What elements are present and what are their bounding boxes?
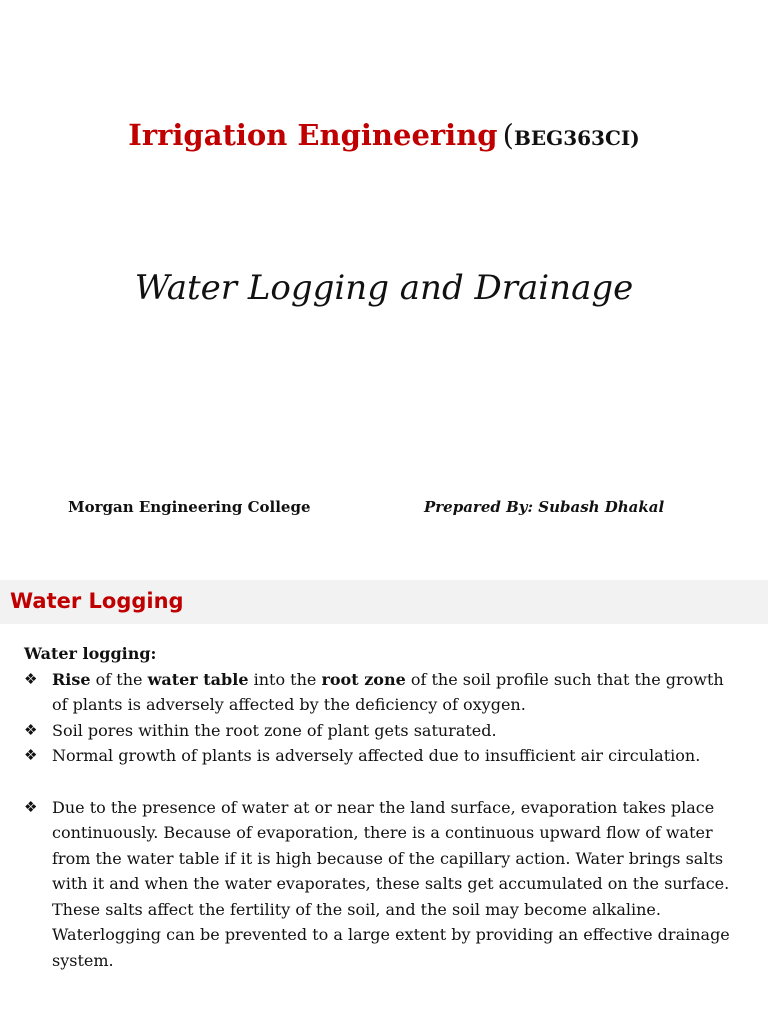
term-rise: Rise [52,669,91,689]
bullet-text: into the [248,669,322,689]
bullet-item [24,667,736,718]
content-heading: Water logging: [24,644,157,663]
bullet-text: Due to the presence of water at or near the land surface, evaporation takes place continuously. Because of evaporation, there is a continuous upward flow of water from the water table if it is high because of the capillary action. Water brings salts with it and when the water evaporates, these salts get accumulated on the surface. These salts affect the fertility of the soil, and the soil may become alkaline. Waterlogging can be prevented to a large extent by providing an effective drainage system. [52,797,730,970]
bullet-text: of the soil profile such that the growth of plants is adversely affected by the deficiency of oxygen. [52,669,724,714]
bullet-item [24,718,736,744]
spacer [24,769,736,795]
term-root-zone: root zone [321,669,406,689]
slide-subtitle: Water Logging and Drainage [134,268,634,308]
diamond-bullet-icon: ❖ [24,746,38,764]
slide-title: Water Logging [10,589,184,613]
term-water-table: water table [147,669,249,689]
course-code-open-paren: ( [502,118,514,152]
course-name: Irrigation Engineering [128,118,498,152]
water-logging-slide [0,580,768,1024]
prepared-by: Prepared By: Subash Dhakal [424,498,665,516]
bullet-text: Normal growth of plants is adversely affected due to insufficient air circulation. [52,746,701,765]
bullet-text: Soil pores within the root zone of plant gets saturated. [52,720,497,740]
course-code: BEG363CI) [513,126,640,150]
diamond-bullet-icon: ❖ [24,720,38,739]
slide-header-band [0,580,768,624]
bullet-text: of the [90,669,148,689]
bullet-item [24,743,736,769]
slide-content [24,641,736,973]
course-title [0,118,768,152]
college-name: Morgan Engineering College [68,498,311,516]
diamond-bullet-icon: ❖ [24,669,38,688]
diamond-bullet-icon: ❖ [24,797,38,816]
bullet-item [24,795,736,974]
